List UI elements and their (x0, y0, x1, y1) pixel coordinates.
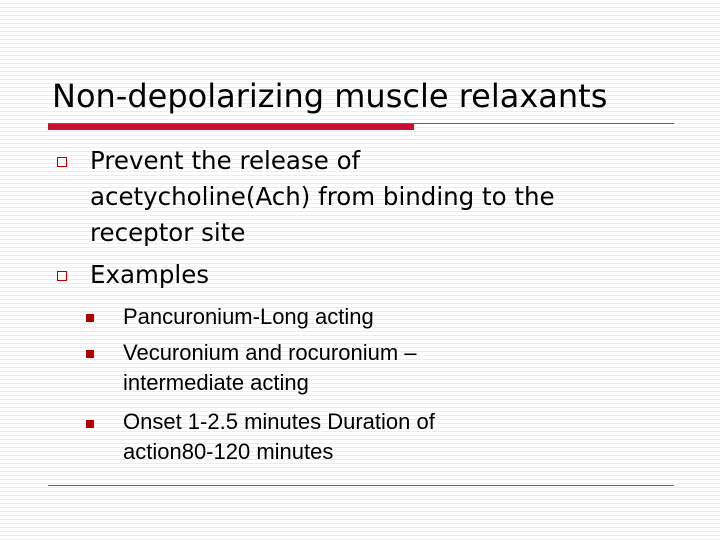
subbullet-line: Pancuronium-Long acting (123, 304, 374, 329)
slide-title: Non-depolarizing muscle relaxants (52, 77, 608, 115)
filled-square-bullet-icon (86, 314, 94, 322)
filled-square-bullet-icon (86, 350, 94, 358)
bullet-text (90, 257, 209, 293)
subbullet-text (123, 407, 435, 467)
subbullet-line: intermediate acting (123, 370, 309, 395)
subbullet-line: Vecuronium and rocuronium – (123, 340, 417, 365)
hollow-square-bullet-icon (57, 271, 67, 281)
bullet-text (90, 143, 555, 251)
bullet-line: Prevent the release of (90, 146, 361, 175)
bullet-line: acetycholine(Ach) from binding to the (90, 182, 555, 211)
footer-divider-line (48, 485, 674, 486)
bullet-line: receptor site (90, 218, 246, 247)
subbullet-text (123, 338, 417, 398)
subbullet-text (123, 302, 374, 332)
title-accent-bar (48, 124, 414, 130)
filled-square-bullet-icon (86, 420, 94, 428)
subbullet-line: action80-120 minutes (123, 439, 334, 464)
hollow-square-bullet-icon (57, 157, 67, 167)
subbullet-line: Onset 1-2.5 minutes Duration of (123, 409, 435, 434)
bullet-line: Examples (90, 260, 210, 289)
